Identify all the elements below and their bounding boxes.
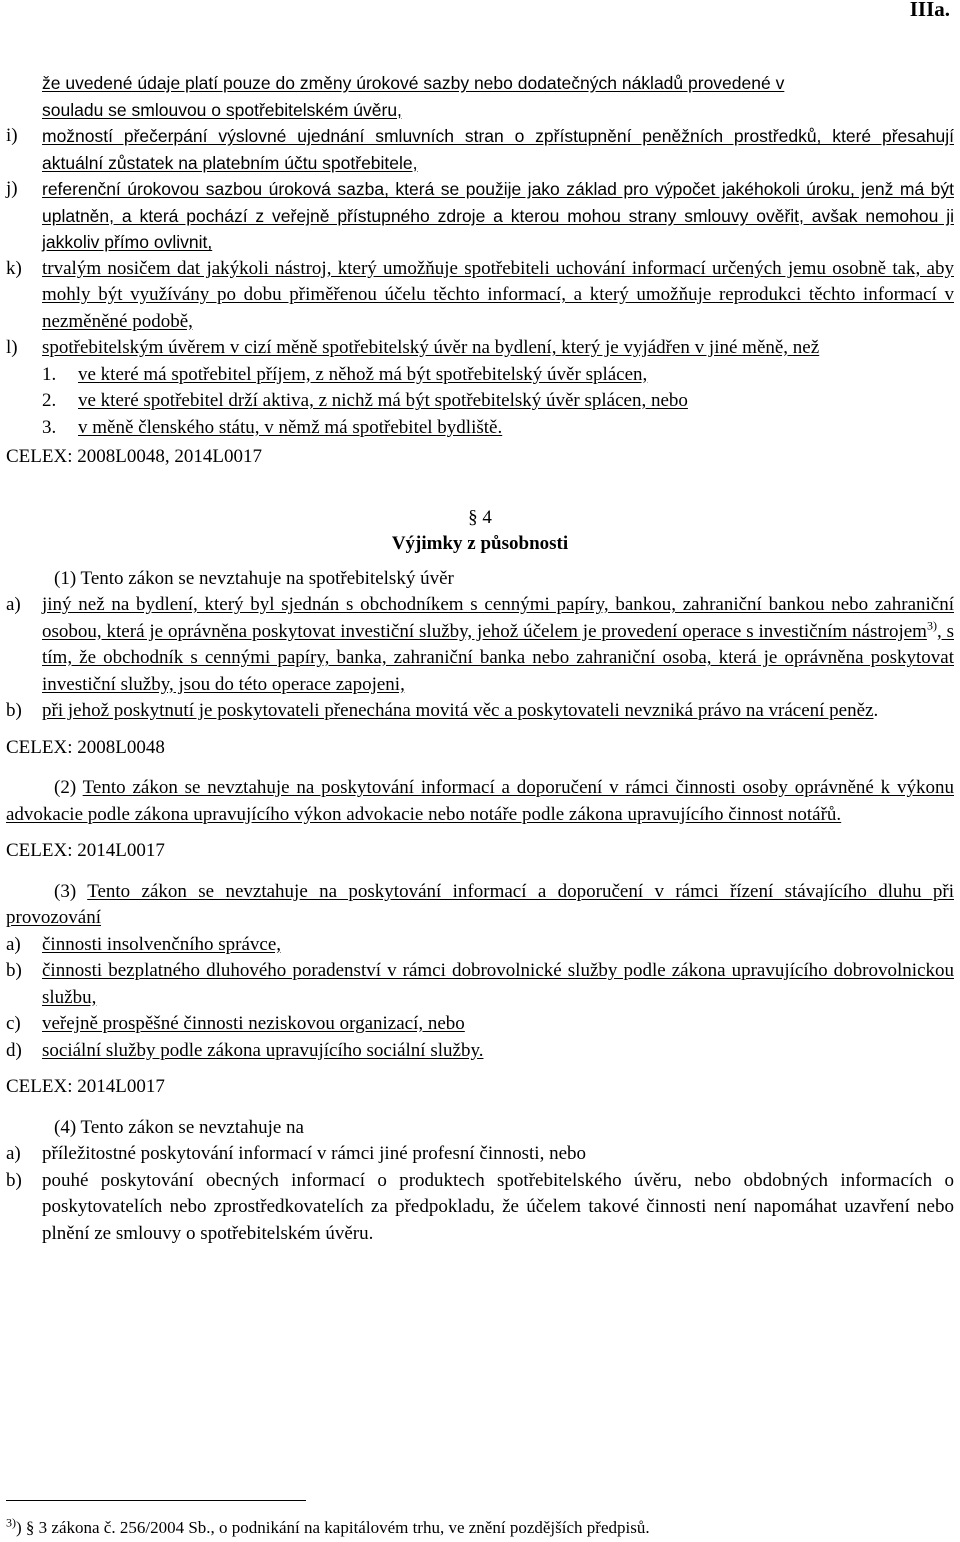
item-text-part-1: jiný než na bydlení, který byl sjednán s obchodníkem s cennými papíry, bankou, zahraniční bankou nebo zahraniční osobou, která je oprávněna poskytovat investiční služby, jehož účelem je provedení operace s investičním nástrojem bbox=[42, 594, 954, 642]
continuation-line-1: že uvedené údaje platí pouze do změny úrokové sazby nebo dodatečných nákladů provedené v bbox=[42, 73, 785, 93]
paragraph-1-item-b bbox=[6, 698, 954, 725]
paragraph-text: Tento zákon se nevztahuje na poskytování informací a doporučení v rámci činnosti osoby oprávněné k výkonu advokacie podle zákona upravujícího výkon advokacie nebo notáře podle zákona upravujícího činnost notářů. bbox=[6, 777, 954, 825]
celex-reference: CELEX: 2014L0017 bbox=[6, 1076, 165, 1097]
subitem-2 bbox=[6, 388, 954, 415]
item-text: veřejně prospěšné činnosti neziskovou organizací, nebo bbox=[42, 1013, 465, 1034]
item-text: příležitostné poskytování informací v rámci jiné profesní činnosti, nebo bbox=[42, 1143, 587, 1164]
subitem-text: ve které spotřebitel drží aktiva, z nichž má být spotřebitelský úvěr splácen, nebo bbox=[78, 390, 688, 411]
paragraph-text: Tento zákon se nevztahuje na poskytování informací a doporučení v rámci řízení stávajícího dluhu při provozování bbox=[6, 880, 954, 928]
item-label: k) bbox=[6, 257, 22, 279]
celex-reference: CELEX: 2014L0017 bbox=[6, 840, 165, 861]
item-label: b) bbox=[6, 700, 22, 721]
item-text: spotřebitelským úvěrem v cizí měně spotřebitelský úvěr na bydlení, který je vyjádřen v jiné měně, než bbox=[42, 337, 820, 358]
paragraph-2 bbox=[6, 775, 954, 828]
footnote-mark: 3) bbox=[6, 1515, 16, 1530]
continuation-line-2: souladu se smlouvou o spotřebitelském úvěru, bbox=[42, 99, 402, 120]
footnote bbox=[6, 1515, 954, 1542]
subitem-text: ve které má spotřebitel příjem, z něhož má být spotřebitelský úvěr splácen, bbox=[78, 363, 648, 385]
item-label: a) bbox=[6, 933, 21, 955]
paragraph-number: (2) bbox=[54, 777, 77, 798]
item-label: j) bbox=[6, 178, 18, 199]
item-text: sociální služby podle zákona upravujícího sociální služby. bbox=[42, 1039, 484, 1061]
item-label: a) bbox=[6, 1143, 21, 1164]
footnote-reference: 3) bbox=[926, 618, 937, 633]
paragraph-3 bbox=[6, 879, 954, 932]
item-text-part-2: , s tím, že obchodník s cennými papíry, banka, zahraniční banka nebo zahraniční osoba, která je oprávněna poskytovat investiční služby, jsou do této operace zapojeni, bbox=[42, 620, 954, 695]
item-label: c) bbox=[6, 1013, 21, 1034]
document-body bbox=[6, 70, 954, 1247]
subitem-1 bbox=[6, 362, 954, 389]
paragraph-1-item-a bbox=[6, 592, 954, 698]
paragraph-4-item-a bbox=[6, 1141, 954, 1168]
paragraph-3-item-a bbox=[6, 932, 954, 959]
item-label: l) bbox=[6, 337, 18, 358]
paragraph-number: (3) bbox=[54, 880, 77, 902]
page-label: IIIa. bbox=[909, 0, 950, 21]
definition-item-l bbox=[6, 335, 954, 362]
item-label: b) bbox=[6, 960, 22, 981]
item-text: činnosti bezplatného dluhového poradenství v rámci dobrovolnické služby podle zákona upravujícího dobrovolnickou službu, bbox=[42, 960, 954, 1008]
item-text: možností přečerpání výslovné ujednání smluvních stran o zpřístupnění peněžních prostředků, které přesahují aktuální zůstatek na platebním účtu spotřebitele, bbox=[42, 126, 954, 173]
subitem-3 bbox=[6, 415, 954, 442]
item-text: referenční úrokovou sazbou úroková sazba, která se použije jako základ pro výpočet jakéhokoli úroku, jenž má být uplatněn, a která pochází z veřejně přístupného zdroje a kterou mohou strany smlouvy ověřit, avšak nemohou ji jakkoliv přímo ovlivnit, bbox=[42, 179, 954, 252]
paragraph-3-item-c bbox=[6, 1011, 954, 1038]
subitem-number: 2. bbox=[42, 390, 57, 411]
paragraph-4-item-b bbox=[6, 1168, 954, 1248]
item-text: trvalým nosičem dat jakýkoli nástroj, který umožňuje spotřebiteli uchování informací určených jemu osobně tak, aby mohly být využívány po dobu přiměřenou účelu těchto informací, a který umožňuje reprodukci těchto informací v nezměněné podobě, bbox=[42, 257, 954, 332]
section-title: Výjimky z působnosti bbox=[391, 533, 569, 554]
subitem-number: 1. bbox=[42, 363, 57, 385]
item-text: při jehož poskytnutí je poskytovateli přenechána movitá věc a poskytovateli nevzniká právo na vrácení peněz bbox=[42, 700, 874, 721]
definition-item-k bbox=[6, 256, 954, 336]
definition-item-j bbox=[6, 176, 954, 256]
paragraph-4-intro: (4) Tento zákon se nevztahuje na bbox=[54, 1116, 304, 1138]
paragraph-3-item-d bbox=[6, 1038, 954, 1065]
item-text-end: . bbox=[873, 700, 879, 721]
item-text: činnosti insolvenčního správce, bbox=[42, 933, 282, 955]
item-label: i) bbox=[6, 125, 18, 146]
paragraph-1-intro: (1) Tento zákon se nevztahuje na spotřebitelský úvěr bbox=[54, 567, 454, 589]
footnote-text: ) § 3 zákona č. 256/2004 Sb., o podnikání na kapitálovém trhu, ve znění pozdějších předpisů. bbox=[16, 1518, 650, 1537]
definition-item-i bbox=[6, 123, 954, 176]
item-label: d) bbox=[6, 1039, 22, 1061]
paragraph-3-item-b bbox=[6, 958, 954, 1011]
item-label: a) bbox=[6, 594, 21, 615]
celex-reference: CELEX: 2008L0048, 2014L0017 bbox=[6, 446, 262, 467]
subitem-number: 3. bbox=[42, 416, 57, 438]
subitem-text: v měně členského státu, v němž má spotřebitel bydliště. bbox=[78, 416, 503, 438]
celex-reference: CELEX: 2008L0048 bbox=[6, 736, 165, 758]
continuation-text bbox=[6, 70, 954, 123]
item-text: pouhé poskytování obecných informací o produktech spotřebitelského úvěru, nebo obdobných informacích o poskytovatelích nebo zprostředkovatelích za předpokladu, že účelem takové činnosti není napomáhat uzavření nebo plnění ze smlouvy o spotřebitelském úvěru. bbox=[42, 1169, 954, 1244]
footnote-divider bbox=[6, 1500, 306, 1501]
section-number: § 4 bbox=[468, 506, 492, 528]
item-label: b) bbox=[6, 1169, 22, 1191]
